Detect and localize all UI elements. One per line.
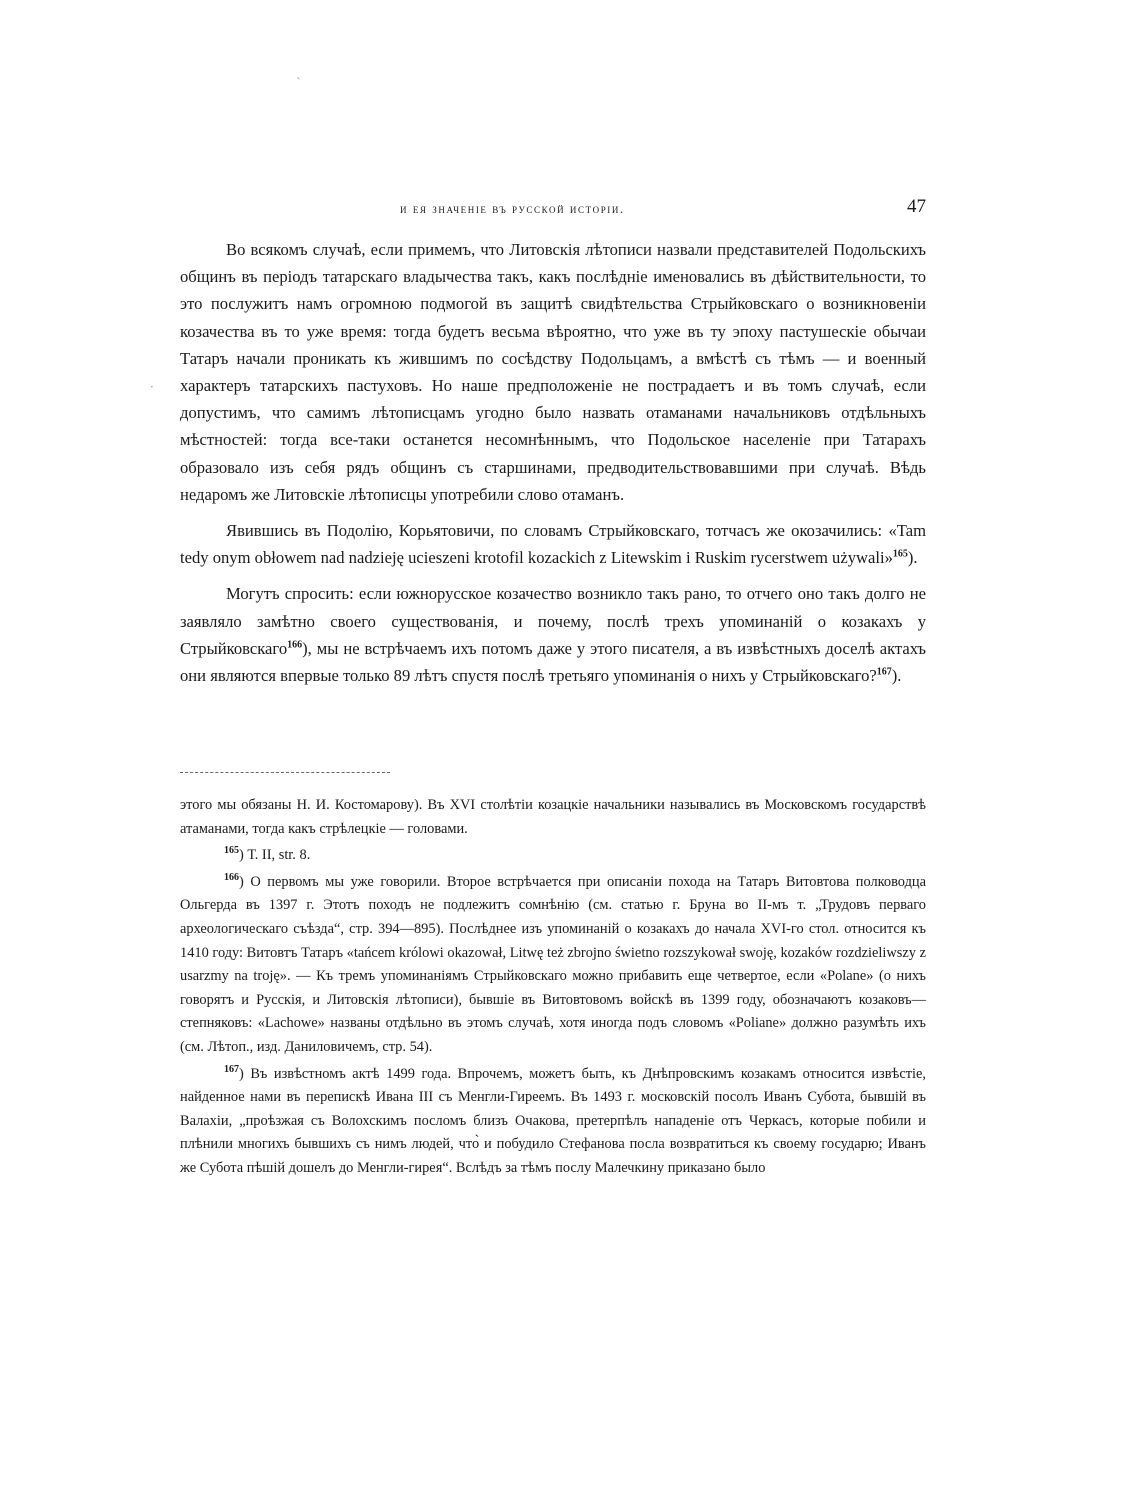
footnote [180, 844, 926, 868]
footnote [180, 1063, 926, 1181]
scan-speck: · [150, 380, 154, 394]
footnote-number: 166 [224, 871, 239, 883]
main-text [180, 236, 926, 689]
footnote-divider [180, 772, 390, 773]
footnote-text: ) О первомъ мы уже говорили. Второе встрѣчается при описаніи похода на Татаръ Витовтова полководца Ольгерда въ 1397 г. Этотъ походъ не подлежитъ сомнѣнію (см. статью г. Бруна во II-мъ т. „Трудовъ перваго археологическаго съѣзда“, стр. 394—895). Послѣднее изъ упоминаній о козакахъ до начала XVI-го стол. относится къ 1410 году: Витовтъ Татаръ «tańcem królowi okazował, Litwę też zbrojno świetno rozszykował swoję, kozaków rozdzieliwszy z usarzmy na troję». — Къ тремъ упоминаніямъ Стрыйковскаго можно прибавить еще четвертое, если «Polane» (о нихъ говорятъ и Русскія, и Литовскія лѣтописи), бывшіе въ Витовтовомъ войскѣ въ 1399 году, обозначаютъ козаковъ—степняковъ: «Lachowe» названы отдѣльно въ этомъ случаѣ, хотя иногда подъ словомъ «Poliane» должно разумѣть ихъ (см. Лѣтоп., изд. Даниловичемъ, стр. 54). [180, 873, 926, 1055]
footnote-number: 167 [224, 1063, 239, 1075]
footnote-text: ) Въ извѣстномъ актѣ 1499 года. Впрочемъ, можетъ быть, къ Днѣпровскимъ козакамъ относится извѣстіе, найденное нами въ перепискѣ Ивана III съ Менгли-Гиреемъ. Въ 1493 г. московскій посолъ Иванъ Субота, бывшій въ Валахіи, „проѣзжая съ Волохскимъ посломъ близъ Очакова, претерпѣлъ нападеніе отъ Черкасъ, которые побили и плѣнили многихъ бывшихъ съ нимъ людей, что̀ и побудило Стефанова посла возвратиться къ своему государю; Иванъ же Субота пѣшій дошелъ до Менгли-гирея“. Вслѣдъ за тѣмъ послу Малечкину приказано было [180, 1065, 926, 1176]
page-header [180, 198, 926, 222]
page-number: 47 [907, 196, 926, 217]
footnote-ref[interactable]: 167 [876, 666, 892, 678]
footnote-continuation [180, 794, 926, 841]
running-title: и ея значеніе въ русской исторіи. [400, 202, 625, 216]
paragraph [180, 517, 926, 571]
paragraph-text: Во всякомъ случаѣ, если примемъ, что Литовскія лѣтописи назвали представителей Подольскихъ общинъ въ періодъ татарскаго владычества такъ, какъ послѣдніе именовались въ дѣйствительности, то это послужитъ намъ огромною подмогой въ защитѣ свидѣтельства Стрыйковскаго о возникновеніи козачества въ то уже время: тогда будетъ весьма вѣроятно, что уже въ ту эпоху пастушескіе обычаи Татаръ начали проникать къ жившимъ по сосѣдству Подольцамъ, а вмѣстѣ съ тѣмъ — и военный характеръ татарскихъ пастуховъ. Но наше предположеніе не пострадаетъ и въ томъ случаѣ, если допустимъ, что самимъ лѣтописцамъ угодно было назвать отаманами начальниковъ отдѣльныхъ мѣстностей: тогда все-таки останется несомнѣннымъ, что Подольское населеніе при Татарахъ образовало изъ себя рядъ общинъ съ старшинами, предводительствовавшими при случаѣ. Вѣдь недаромъ же Литовскіе лѣтописцы употребили слово отаманъ. [180, 240, 926, 504]
scan-speck: ` [296, 76, 302, 90]
paragraph [180, 236, 926, 508]
paragraph-text: ). [907, 548, 918, 568]
footnote-number: 165 [224, 845, 239, 857]
paragraph-text: Явившись въ Подолію, Корьятовичи, по словамъ Стрыйковскаго, тотчасъ же окозачились: «Tam tedy onym obłowem nad nadzieję ucieszeni krotofil kozackich z Litewskim i Ruskim rycerstwem używali» [180, 521, 926, 568]
footnote [180, 871, 926, 1060]
footnote-text: ) Т. II, str. 8. [239, 847, 311, 864]
paragraph-text: Могутъ спросить: если южнорусское козачество возникло такъ рано, то отчего оно такъ долго не заявляло замѣтно своего существованія, и почему, послѣ трехъ упоминаній о козакахъ у Стрыйковскаго [180, 584, 926, 658]
paragraph-text: ), мы не встрѣчаемъ ихъ потомъ даже у этого писателя, а въ извѣстныхъ доселѣ актахъ они являются впервые только 89 лѣтъ спустя послѣ третьяго упоминанія о нихъ у Стрыйковскаго? [180, 638, 926, 686]
footnotes [180, 794, 926, 1181]
footnote-text: этого мы обязаны Н. И. Костомарову). Въ XVI столѣтіи козацкіе начальники назывались въ Московскомъ государствѣ атаманами, тогда какъ стрѣлецкіе — головами. [180, 797, 926, 837]
footnote-ref[interactable]: 165 [892, 548, 908, 560]
paragraph [180, 580, 926, 689]
paragraph-text: ). [891, 666, 902, 686]
footnote-ref[interactable]: 166 [287, 639, 303, 651]
